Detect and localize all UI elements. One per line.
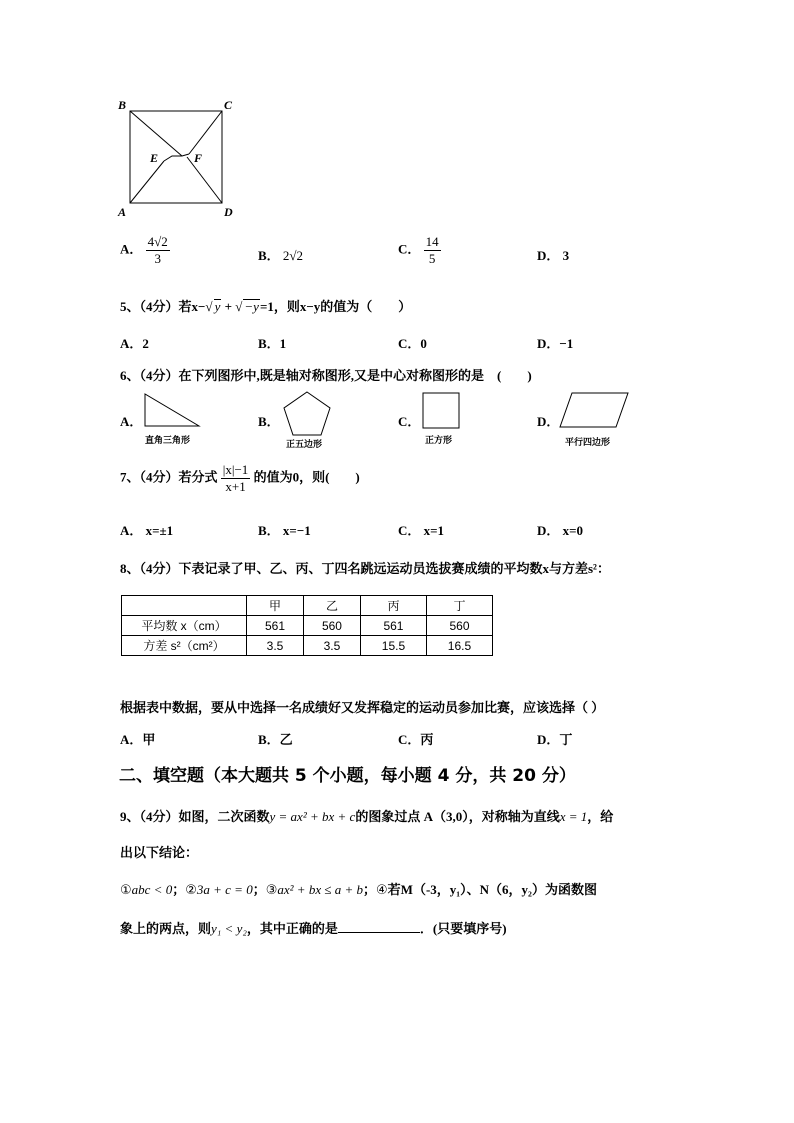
table-header-cell: 丙 <box>360 596 426 616</box>
q5-plus: + <box>224 299 233 314</box>
q9-line1-a: 9、（4分）如图，二次函数 <box>120 809 270 824</box>
q6-option-a-letter[interactable]: A． <box>120 414 143 429</box>
segment-a-e <box>130 161 164 203</box>
label-f: F <box>194 151 203 165</box>
table-header-cell: 乙 <box>303 596 360 616</box>
q6-stem: 6、（4分）在下列图形中,既是轴对称图形,又是中心对称图形的是 ( ) <box>120 368 532 383</box>
label-a: A <box>118 205 127 219</box>
q7-option-c[interactable]: C． x=1 <box>398 523 445 538</box>
q6-option-b-letter[interactable]: B． <box>258 414 280 429</box>
q5-option-c[interactable]: C．0 <box>398 336 427 351</box>
q5-stem: 5、（4分）若x−√ y + √ −y=1，则x−y的值为（ ） <box>120 299 412 314</box>
q9-line4-b: ，其中正确的是 <box>246 921 338 936</box>
q7-stem <box>120 462 360 495</box>
q8-option-a[interactable]: A．甲 <box>120 732 156 747</box>
q9-expr-1: abc < 0 <box>131 882 173 897</box>
table-cell: 561 <box>360 616 426 636</box>
q9-line4-c: ．(只要填序号) <box>419 921 507 936</box>
q8-stem: 8、（4分）下表记录了甲、乙、丙、丁四名跳远运动员选拔赛成绩的平均数x与方差s²： <box>120 561 610 576</box>
q7-fraction <box>221 462 251 495</box>
q8-option-d[interactable]: D．丁 <box>537 732 573 747</box>
table-cell: 方差 s²（cm²） <box>122 636 247 656</box>
table-header-row <box>122 596 493 616</box>
q4-option-d[interactable] <box>537 245 569 264</box>
q6-option-d-letter[interactable]: D． <box>537 414 560 429</box>
parallelogram-icon <box>558 392 630 430</box>
q7-num: |x|−1 <box>222 462 249 477</box>
q9-mark-3: ③ <box>265 883 278 898</box>
q9-axis: x = 1 <box>559 809 588 824</box>
q9-sep-4: 若M（-3，y₁）、N（6，y₂）为函数图 <box>387 882 597 897</box>
table-cell: 15.5 <box>360 636 426 656</box>
q9-sep-2: ； <box>252 882 266 897</box>
table-cell: 3.5 <box>303 636 360 656</box>
q9-line-1 <box>120 806 613 825</box>
segment-e-f <box>164 154 189 161</box>
table-header-cell <box>122 596 247 616</box>
q9-expr-3: ax² + bx ≤ a + b <box>277 882 363 897</box>
square-icon <box>422 392 462 430</box>
segment-b-e <box>130 111 182 156</box>
table-row <box>122 636 493 656</box>
q5-option-d[interactable]: D．−1 <box>537 336 574 351</box>
q9-line-2: 出以下结论： <box>120 845 199 860</box>
segment-c-f <box>189 111 222 154</box>
q4-option-a-letter: A． <box>120 241 143 257</box>
table-cell: 560 <box>426 616 492 636</box>
q8-option-b[interactable]: B．乙 <box>258 732 293 747</box>
q5-option-a[interactable]: A．2 <box>120 336 149 351</box>
q4-option-a-num: 4√2 <box>147 234 168 249</box>
q5-radicand-1: y <box>214 299 221 314</box>
q4-option-a-den: 3 <box>154 251 161 266</box>
label-c: C <box>224 98 233 112</box>
q9-line4-a: 象上的两点，则 <box>120 921 212 936</box>
q5-prefix: 5、（4分）若x− <box>120 299 206 314</box>
q9-mark-4: ④ <box>376 883 388 898</box>
q9-expr-2: 3a + c = 0 <box>196 882 253 897</box>
q7-prefix: 7、（4分）若分式 <box>120 469 218 485</box>
q4-option-b-letter: B． <box>258 248 280 263</box>
q9-sep-3: ； <box>363 882 377 897</box>
stats-table <box>121 595 493 656</box>
answer-blank[interactable] <box>338 920 420 933</box>
q4-option-c-num: 14 <box>425 234 439 249</box>
table-cell: 561 <box>247 616 304 636</box>
right-triangle-icon <box>143 392 201 430</box>
table-header-cell: 丁 <box>426 596 492 616</box>
q4-option-b[interactable] <box>258 245 303 264</box>
q4-option-c-den: 5 <box>428 251 436 266</box>
table-cell: 16.5 <box>426 636 492 656</box>
table-header-cell: 甲 <box>247 596 304 616</box>
q5-suffix: =1，则x−y的值为（ ） <box>259 299 412 314</box>
q9-line-3 <box>120 879 597 898</box>
q9-mark-2: ② <box>185 883 197 898</box>
q8-option-c[interactable]: C．丙 <box>398 732 434 747</box>
q4-option-b-value: 2√2 <box>282 248 304 263</box>
q4-option-c-fraction <box>424 234 441 267</box>
q4-option-d-value: 3 <box>562 248 570 263</box>
q5-option-b[interactable]: B．1 <box>258 336 287 351</box>
q7-den: x+1 <box>225 479 246 494</box>
q6-option-b-caption: 正五边形 <box>286 440 323 450</box>
q8-followup: 根据表中数据，要从中选择一名成绩好又发挥稳定的运动员参加比赛，应该选择（ ） <box>120 700 605 715</box>
q9-formula: y = ax² + bx + c <box>269 809 356 824</box>
q9-line1-c: ，给 <box>587 809 614 824</box>
q4-option-a[interactable] <box>120 234 170 267</box>
label-e: E <box>150 151 159 165</box>
q9-mark-1: ① <box>120 883 132 898</box>
q4-option-c-letter: C． <box>398 241 421 257</box>
q9-sep-1: ； <box>172 882 186 897</box>
q7-suffix: 的值为0，则( ) <box>253 469 360 485</box>
q6-option-a-caption: 直角三角形 <box>145 436 191 446</box>
q6-option-c-caption: 正方形 <box>425 436 453 446</box>
table-row <box>122 616 493 636</box>
label-b: B <box>118 98 127 112</box>
q7-option-a[interactable]: A． x=±1 <box>120 523 174 538</box>
q7-option-d[interactable]: D． x=0 <box>537 523 584 538</box>
table-cell: 560 <box>303 616 360 636</box>
table-cell: 平均数 x（cm） <box>122 616 247 636</box>
q6-option-d-caption: 平行四边形 <box>565 438 611 448</box>
section-heading: 二、填空题（本大题共 5 个小题，每小题 4 分，共 20 分） <box>119 766 576 786</box>
label-d: D <box>224 205 233 219</box>
q5-radicand-2: −y <box>244 299 259 314</box>
q9-line4-expr: y₁ < y₂ <box>211 921 247 936</box>
q9-line1-b: 的图象过点 A（3,0），对称轴为直线 <box>355 809 560 824</box>
square-figure <box>112 94 252 220</box>
q4-option-a-fraction <box>146 234 170 267</box>
q4-option-c[interactable] <box>398 234 441 267</box>
table-cell: 3.5 <box>247 636 304 656</box>
segment-d-f <box>187 157 222 203</box>
q7-option-b[interactable]: B． x=−1 <box>258 523 311 538</box>
regular-pentagon-icon <box>281 390 333 438</box>
q4-option-d-letter: D． <box>537 248 560 263</box>
square-abcd <box>130 111 222 203</box>
q6-option-c-letter[interactable]: C． <box>398 414 421 429</box>
q9-line-4 <box>120 918 507 937</box>
